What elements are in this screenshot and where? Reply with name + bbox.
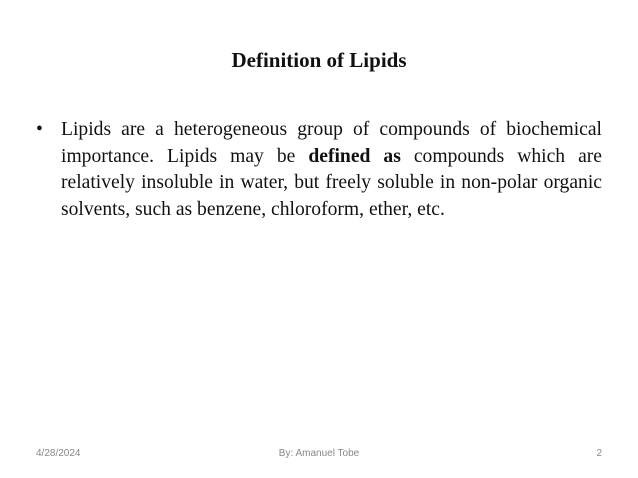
bullet-text-after: compounds which are relatively insoluble in water, but freely soluble in non-polar organic solvents, such as benzene, chloroform, ether, etc. [61,145,603,220]
bullet-list [36,117,602,223]
slide-title: Definition of Lipids [231,48,407,72]
bullet-text-before: Lipids are a heterogeneous group of compounds of biochemical importance. Lipids may be [61,119,602,167]
bullet-item [36,117,602,223]
bullet-marker: • [36,119,43,140]
footer-date: 4/28/2024 [36,448,81,459]
footer-page-number: 2 [596,448,602,459]
bullet-text-bold: defined as [308,145,401,167]
footer-author: By: Amanuel Tobe [278,448,360,459]
